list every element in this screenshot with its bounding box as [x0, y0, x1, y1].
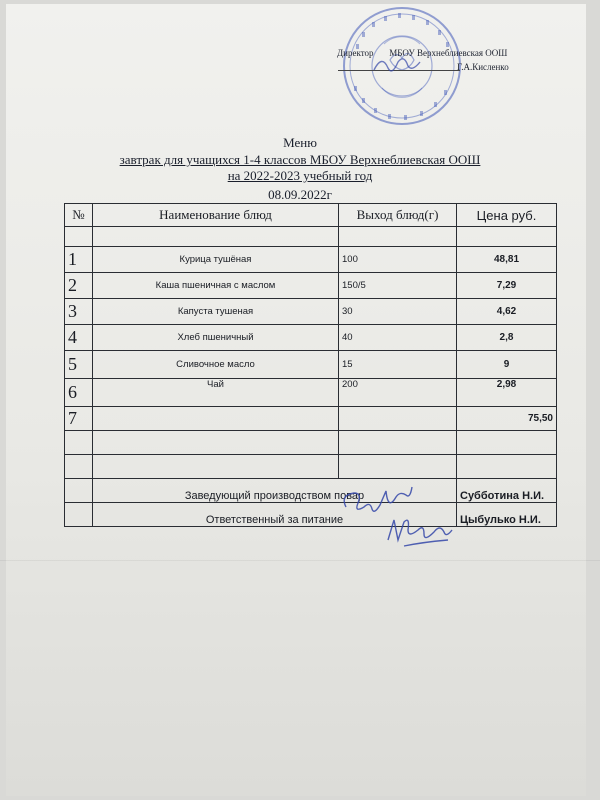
signature-name: Цыбулько Н.И.: [457, 503, 557, 527]
menu-date: 08.09.2022г: [268, 187, 332, 202]
signature-role: Ответственный за питание: [93, 503, 457, 527]
director-title: Директор: [337, 48, 374, 58]
signature-name: Субботина Н.И.: [457, 479, 557, 503]
table-row: [65, 379, 557, 407]
director-name: Г.А.Кисленко: [457, 62, 509, 72]
signature-row: [65, 479, 557, 503]
dish-price: 7,29: [457, 273, 557, 299]
dish-yield: 150/5: [339, 273, 457, 299]
dish-price: 2,98: [457, 379, 557, 407]
table-row: [65, 299, 557, 325]
row-number: 4: [65, 325, 93, 351]
dish-price: 4,62: [457, 299, 557, 325]
table-row: [65, 273, 557, 299]
row-number: 5: [65, 351, 93, 379]
row-number: 2: [65, 273, 93, 299]
dish-name: Сливочное масло: [93, 351, 339, 379]
table-row-empty: [65, 431, 557, 455]
dish-name: Чай: [93, 379, 339, 407]
table-row: [65, 325, 557, 351]
row-number: 7: [65, 407, 93, 431]
dish-price: 9: [457, 351, 557, 379]
menu-title: Меню: [283, 135, 317, 150]
director-signature: [370, 52, 430, 78]
row-number: 3: [65, 299, 93, 325]
col-header-number: №: [65, 204, 93, 227]
school-year: на 2022-2023 учебный год: [227, 168, 373, 183]
dish-name: Капуста тушеная: [93, 299, 339, 325]
dish-yield: 40: [339, 325, 457, 351]
dish-yield: 30: [339, 299, 457, 325]
responsible-signature: [384, 510, 456, 550]
row-number: 1: [65, 247, 93, 273]
total-price: 75,50: [457, 407, 557, 431]
col-header-yield: Выход блюд(г): [339, 204, 457, 227]
table-header-row: [65, 204, 557, 227]
dish-name: Хлеб пшеничный: [93, 325, 339, 351]
dish-yield: 100: [339, 247, 457, 273]
col-header-price: Цена руб.: [457, 204, 557, 227]
dish-name: Каша пшеничная с маслом: [93, 273, 339, 299]
dish-yield: 200: [339, 379, 457, 407]
menu-table: [64, 203, 557, 527]
table-row-empty: [65, 455, 557, 479]
school-name: МБОУ Верхнеблиевская ООШ: [389, 48, 508, 58]
signature-row: [65, 503, 557, 527]
table-row: [65, 351, 557, 379]
signature-role: Заведующий производством повар: [93, 479, 457, 503]
dish-price: 2,8: [457, 325, 557, 351]
paper-fold: [0, 560, 600, 561]
col-header-dish: Наименование блюд: [93, 204, 339, 227]
table-row-empty: [65, 227, 557, 247]
menu-subtitle: завтрак для учащихся 1-4 классов МБОУ Верхнеблиевская ООШ: [119, 152, 481, 167]
table-row: [65, 247, 557, 273]
dish-price: 48,81: [457, 247, 557, 273]
dish-name: Курица тушёная: [93, 247, 339, 273]
table-total-row: [65, 407, 557, 431]
row-number: 6: [65, 379, 93, 407]
dish-yield: 15: [339, 351, 457, 379]
